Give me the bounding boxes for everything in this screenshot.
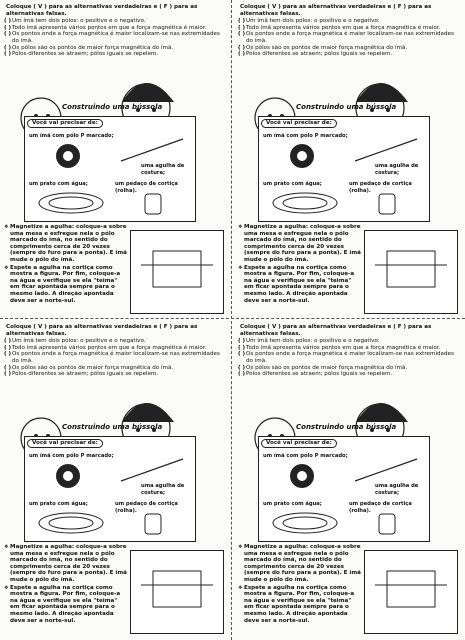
compass-in-water-icon (365, 551, 457, 633)
compass-cup-illustration (364, 550, 458, 634)
materials-board (24, 436, 196, 542)
step-2: ❖ Espete a agulha na cortiça como mostra a figura. Por fim, coloque-a na água e verifique se ela "teima" em ficar apontada sempre para o mesmo lado. A direção apontada deve ser a norte-sul. (4, 265, 226, 305)
materials-board (258, 116, 430, 222)
instruction-text: Coloque ( V ) para as alternativas verdadeiras e ( F ) para as alternativas falsas. (240, 324, 432, 337)
cork-icon (375, 191, 399, 217)
needle-label: uma agulha de costura; (375, 163, 419, 176)
instruction-text: Coloque ( V ) para as alternativas verdadeiras e ( F ) para as alternativas falsas. (6, 4, 198, 17)
worksheet-panel-top-left (4, 4, 226, 316)
magnet-icon (51, 461, 85, 491)
step-1: ❖ Magnetize a agulha: coloque-a sobre uma mesa e esfregue nela o pólo marcado do ímã, no sentido do comprimento cerca de 20 vezes (sempre do furo para a ponta). E ímã mude o pólo do ímã. (4, 544, 226, 584)
needle-icon (117, 135, 187, 165)
magnet-icon (285, 461, 319, 491)
compass-cup-illustration (130, 550, 224, 634)
statement-3: ( ) Os pontos onde a força magnética é maior localizam-se nas extremidades do ímã. (246, 351, 458, 364)
cork-label: um pedaço de cortiça (rolha). (349, 501, 412, 514)
statement-5: ( ) Pólos diferentes se atraem; pólos iguais se repelem. (246, 371, 458, 378)
cork-label: um pedaço de cortiça (rolha). (349, 181, 412, 194)
needle-icon (117, 455, 187, 485)
statement-5: ( ) Pólos diferentes se atraem; pólos iguais se repelem. (12, 51, 224, 58)
needle-label: uma agulha de costura; (141, 163, 185, 176)
plate-label: um prato com água; (29, 181, 88, 187)
statement-2: ( ) Todo ímã apresenta vários pontos em que a força magnética é maior. (246, 345, 458, 352)
statement-2: ( ) Todo ímã apresenta vários pontos em que a força magnética é maior. (246, 25, 458, 32)
statement-1: ( ) Um ímã tem dois pólos: o positivo e o negativo. (12, 338, 224, 345)
cork-label: um pedaço de cortiça (rolha). (115, 501, 178, 514)
board-title: Construindo uma bússola (62, 103, 163, 111)
needle-icon (351, 455, 421, 485)
plate-icon (269, 189, 341, 217)
magnet-label: um ímã com pólo P marcado; (263, 453, 348, 459)
magnet-label: um ímã com pólo P marcado; (29, 453, 114, 459)
instruction-text: Coloque ( V ) para as alternativas verdadeiras e ( F ) para as alternativas falsas. (6, 324, 198, 337)
materials-board (24, 116, 196, 222)
plate-icon (35, 509, 107, 537)
statement-5: ( ) Pólos diferentes se atraem; pólos iguais se repelem. (246, 51, 458, 58)
statement-4: ( ) Os pólos são os pontos de maior força magnética do ímã. (246, 45, 458, 52)
speech-bubble: Você vai precisar de: (27, 439, 103, 448)
cork-icon (141, 511, 165, 537)
needle-icon (351, 135, 421, 165)
horizontal-cut-line (0, 318, 465, 320)
statement-3: ( ) Os pontos onde a força magnética é maior localizam-se nas extremidades do ímã. (246, 31, 458, 44)
statement-4: ( ) Os pólos são os pontos de maior força magnética do ímã. (12, 45, 224, 52)
board-title: Construindo uma bússola (62, 423, 163, 431)
statement-5: ( ) Pólos diferentes se atraem; pólos iguais se repelem. (12, 371, 224, 378)
true-false-list (238, 338, 460, 378)
needle-label: uma agulha de costura; (141, 483, 185, 496)
plate-icon (269, 509, 341, 537)
step-1: ❖ Magnetize a agulha: coloque-a sobre uma mesa e esfregue nela o pólo marcado do ímã, no sentido do comprimento cerca de 20 vezes (sempre do furo para a ponta). E ímã mude o pólo do ímã. (4, 224, 226, 264)
statement-2: ( ) Todo ímã apresenta vários pontos em que a força magnética é maior. (12, 345, 224, 352)
cork-icon (141, 191, 165, 217)
plate-label: um prato com água; (263, 501, 322, 507)
magnet-icon (285, 141, 319, 171)
board-title: Construindo uma bússola (296, 103, 397, 111)
compass-in-water-icon (365, 231, 457, 313)
magnet-icon (51, 141, 85, 171)
statement-4: ( ) Os pólos são os pontos de maior força magnética do ímã. (12, 365, 224, 372)
statement-1: ( ) Um ímã tem dois pólos: o positivo e o negativo. (246, 338, 458, 345)
compass-cup-illustration (364, 230, 458, 314)
speech-bubble: Você vai precisar de: (261, 119, 337, 128)
step-1: ❖ Magnetize a agulha: coloque-a sobre uma mesa e esfregue nela o pólo marcado do ímã, no sentido do comprimento cerca de 20 vezes (sempre do furo para a ponta). E ímã mude o pólo do ímã. (238, 544, 460, 584)
compass-in-water-icon (131, 231, 223, 313)
plate-label: um prato com água; (29, 501, 88, 507)
magnet-label: um ímã com pólo P marcado; (29, 133, 114, 139)
worksheet-panel-bottom-right (238, 324, 460, 636)
statement-3: ( ) Os pontos onde a força magnética é maior localizam-se nas extremidades do ímã. (12, 351, 224, 364)
step-2: ❖ Espete a agulha na cortiça como mostra a figura. Por fim, coloque-a na água e verifique se ela "teima" em ficar apontada sempre para o mesmo lado. A direção apontada deve ser a norte-sul. (238, 585, 460, 625)
step-1: ❖ Magnetize a agulha: coloque-a sobre uma mesa e esfregue nela o pólo marcado do ímã, no sentido do comprimento cerca de 20 vezes (sempre do furo para a ponta). E ímã mude o pólo do ímã. (238, 224, 460, 264)
speech-bubble: Você vai precisar de: (261, 439, 337, 448)
needle-label: uma agulha de costura; (375, 483, 419, 496)
plate-icon (35, 189, 107, 217)
speech-bubble: Você vai precisar de: (27, 119, 103, 128)
worksheet-panel-bottom-left (4, 324, 226, 636)
worksheet-panel-top-right (238, 4, 460, 316)
step-2: ❖ Espete a agulha na cortiça como mostra a figura. Por fim, coloque-a na água e verifique se ela "teima" em ficar apontada sempre para o mesmo lado. A direção apontada deve ser a norte-sul. (4, 585, 226, 625)
true-false-list (238, 18, 460, 58)
step-2: ❖ Espete a agulha na cortiça como mostra a figura. Por fim, coloque-a na água e verifique se ela "teima" em ficar apontada sempre para o mesmo lado. A direção apontada deve ser a norte-sul. (238, 265, 460, 305)
compass-in-water-icon (131, 551, 223, 633)
statement-2: ( ) Todo ímã apresenta vários pontos em que a força magnética é maior. (12, 25, 224, 32)
true-false-list (4, 18, 226, 58)
cork-label: um pedaço de cortiça (rolha). (115, 181, 178, 194)
plate-label: um prato com água; (263, 181, 322, 187)
statement-4: ( ) Os pólos são os pontos de maior força magnética do ímã. (246, 365, 458, 372)
board-title: Construindo uma bússola (296, 423, 397, 431)
materials-board (258, 436, 430, 542)
cork-icon (375, 511, 399, 537)
statement-3: ( ) Os pontos onde a força magnética é maior localizam-se nas extremidades do ímã. (12, 31, 224, 44)
compass-cup-illustration (130, 230, 224, 314)
instruction-text: Coloque ( V ) para as alternativas verdadeiras e ( F ) para as alternativas falsas. (240, 4, 432, 17)
true-false-list (4, 338, 226, 378)
vertical-cut-line (231, 0, 233, 640)
magnet-label: um ímã com pólo P marcado; (263, 133, 348, 139)
statement-1: ( ) Um ímã tem dois pólos: o positivo e o negativo. (246, 18, 458, 25)
statement-1: ( ) Um ímã tem dois pólos: o positivo e o negativo. (12, 18, 224, 25)
